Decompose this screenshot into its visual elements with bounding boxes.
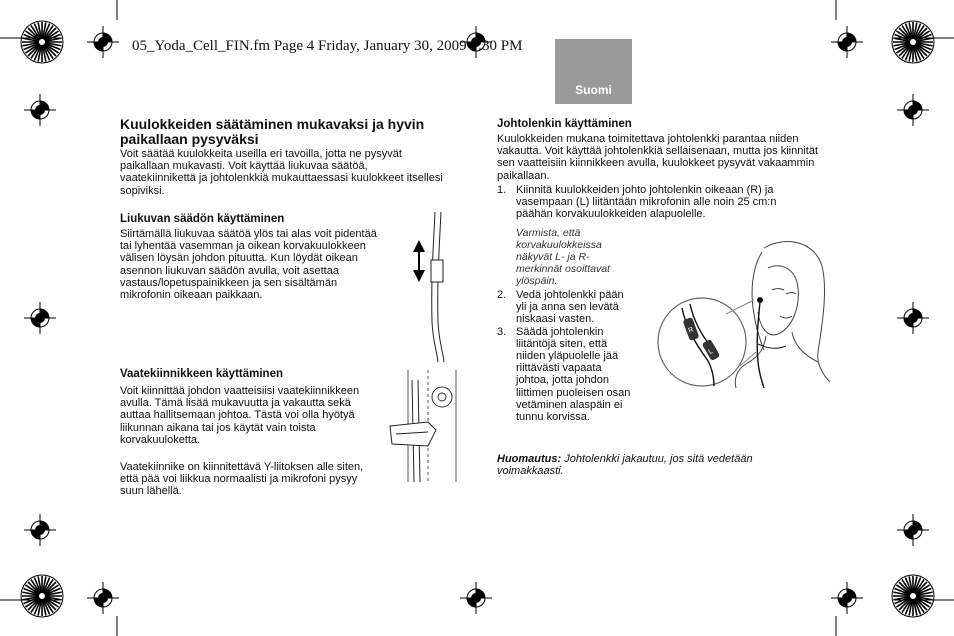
slider-illustration	[405, 212, 455, 362]
clothing-clip-illustration	[388, 370, 458, 482]
step-2-number: 2.	[497, 289, 507, 301]
cord-loop-illustration	[656, 232, 832, 388]
steps-list-1	[497, 184, 815, 221]
step-1-text: Kiinnitä kuulokkeiden johto johtolenkin oikeaan (R) ja vasempaan (L) liitäntään mikrofonin alle noin 25 cm:n päähän korvakuulokkeiden alapuolelle.	[516, 184, 777, 221]
slider-heading: Liukuvan säädön käyttäminen	[120, 213, 285, 225]
left-ear-label: L	[707, 347, 715, 356]
slider-paragraph: Siirtämällä liukuvaa säätöä ylös tai alas voit pidentää tai lyhentää vasemman ja oikean korvakuulokkeen välisen löysän johdon pituutta. Kun löydät oikean asennon liukuvan säädön avulla, voit asettaa vastaus/lopetuspainikkeen ja sen sisältämän mikrofonin oikeaan paikkaan.	[120, 228, 377, 302]
note-text: Johtolenkki jakautuu, jos sitä vedetään voimakkaasti.	[497, 453, 753, 478]
step-3	[497, 326, 635, 424]
clip-paragraph-1: Voit kiinnittää johdon vaatteisiisi vaatekiinnikkeen avulla. Tämä lisää mukavuutta ja vakautta sekä auttaa hallitsemaan johtoa. Tästä voi olla hyötyä liikunnan aikana tai jos käytät vain toista korvakuuloketta.	[120, 385, 360, 446]
language-tab-label: Suomi	[575, 83, 612, 97]
note-label: Huomautus:	[497, 453, 562, 465]
language-tab	[555, 39, 632, 104]
right-ear-label: R	[687, 326, 695, 335]
section-title: Kuulokkeiden säätäminen mukavaksi ja hyvin paikallaan pysyväksi	[120, 116, 425, 147]
note	[497, 453, 797, 477]
clip-heading: Vaatekiinnikkeen käyttäminen	[120, 368, 283, 380]
step-3-text: Säädä johtolenkin liitäntöjä siten, että niiden yläpuolelle jää riittävästi vapaata johtoa, jotta johdon liittimen puoleisen osan vetäminen alaspäin ei tunnu korvissa.	[516, 325, 631, 424]
step-1-number: 1.	[497, 184, 507, 196]
cord-loop-heading: Johtolenkin käyttäminen	[497, 118, 632, 130]
cord-loop-intro: Kuulokkeiden mukana toimitettava johtolenkki parantaa niiden vakautta. Voit käyttää johtolenkkiä sellaisenaan, mutta jos kiinnität sen vaatteisiin kiinnikkeen avulla, kuulokkeet pysyvät vakaammin paikallaan.	[497, 133, 819, 182]
step-2	[497, 289, 635, 326]
step-1	[497, 184, 815, 221]
intro-paragraph: Voit säätää kuulokkeita useilla eri tavoilla, jotta ne pysyvät paikallaan mukavasti. Voit käyttää liukuvaa säätöä, vaatekiinnikettä ja johtolenkkiä mukauttaessasi kuulokkeet itsellesi sopiviksi.	[120, 148, 443, 197]
step-2-text: Vedä johtolenkki pään yli ja anna sen levätä niskaasi vasten.	[516, 289, 624, 326]
file-header: 05_Yoda_Cell_FIN.fm Page 4 Friday, January 30, 2009 7:30 PM	[132, 38, 523, 54]
tip-text: Varmista, että korvakuulokkeissa näkyvät L- ja R-merkinnät osoittavat ylöspäin.	[516, 227, 610, 287]
clip-paragraph-2: Vaatekiinnike on kiinnitettävä Y-liitoksen alle siten, että pää voi liikkua normaalisti ja mikrofoni pysyy suun lähellä.	[120, 461, 364, 498]
steps-list-2	[497, 289, 635, 423]
step-3-number: 3.	[497, 325, 507, 338]
